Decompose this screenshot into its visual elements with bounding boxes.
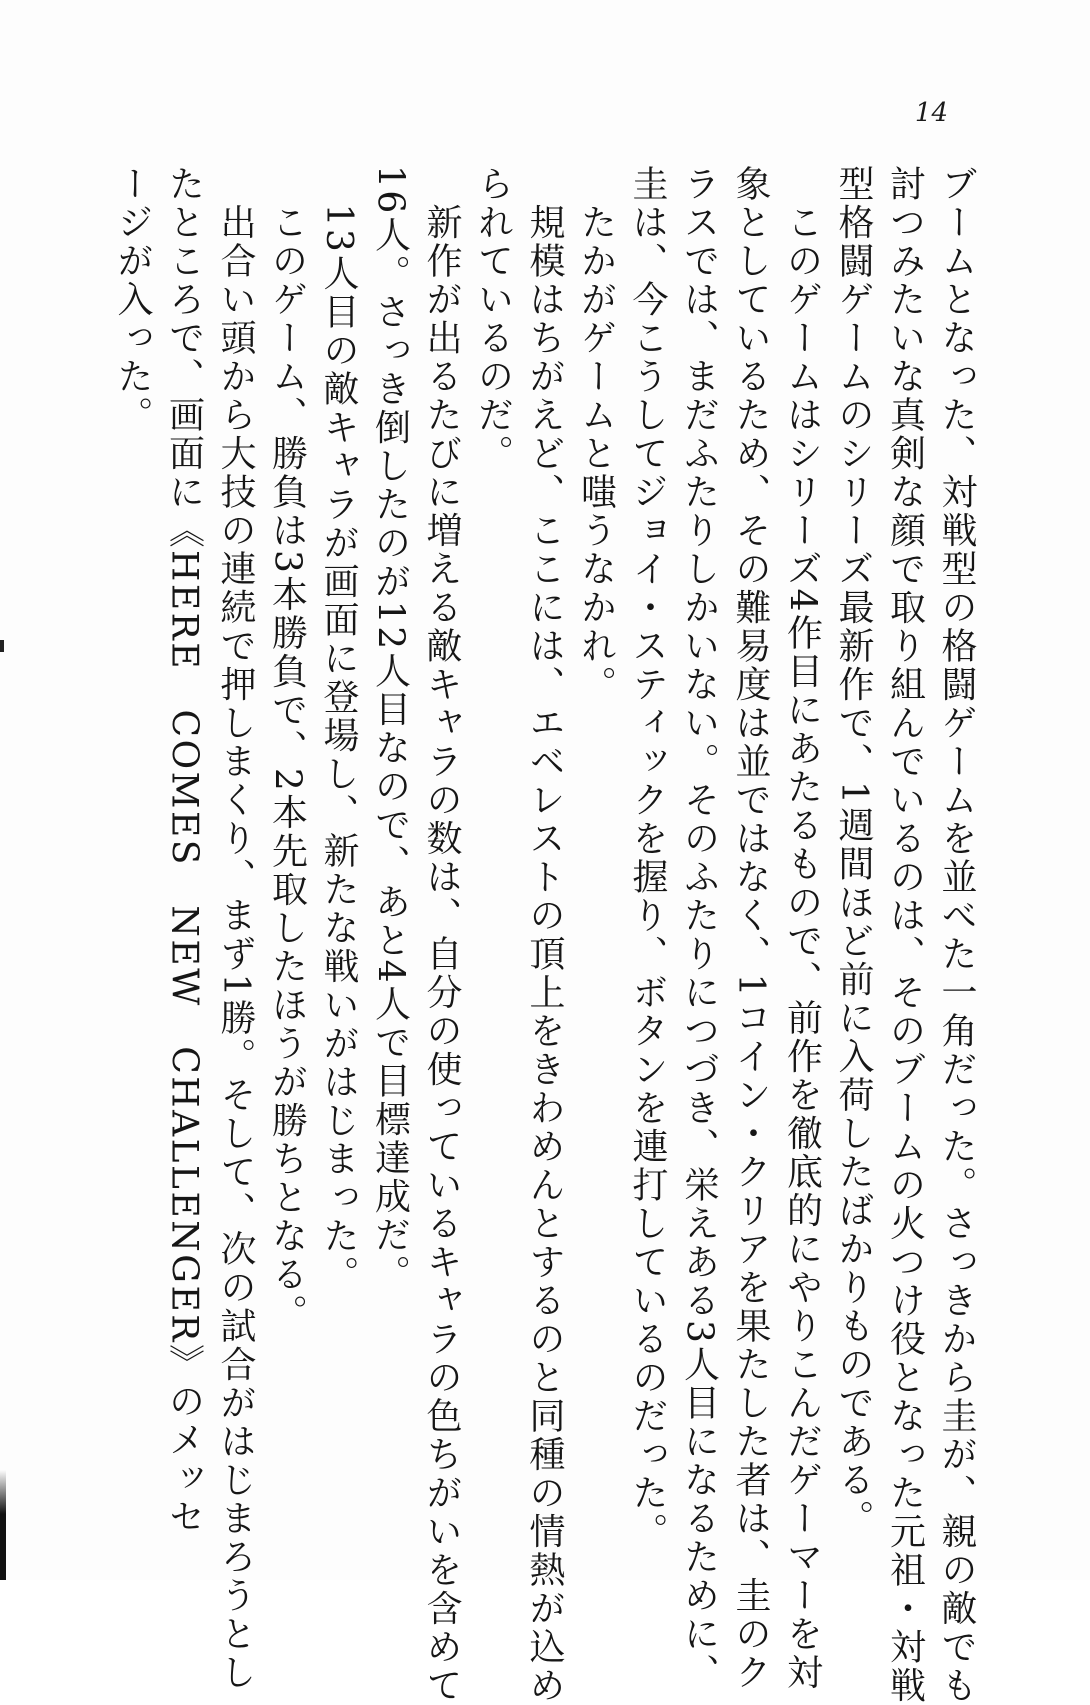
page-number: 14 — [914, 98, 948, 128]
text-line: ラスでは、まだふたりしかいない。そのふたりにつづき、栄えある3人目になるために、 — [678, 165, 720, 1692]
text-line: 規模はちがえど、ここには、エベレストの頂上をきわめんとするのと同種の情熱が込め — [524, 203, 565, 1705]
text-line: ージが入った。 — [112, 165, 153, 435]
text-line: このゲームはシリーズ4作目にあたるもので、前作を徹底的にやりこんだゲーマーを対 — [781, 203, 823, 1692]
text-line: 討つみたいな真剣な顔で取り組んでいるのは、そのブームの火つけ役となった元祖・対戦 — [884, 165, 926, 1705]
text-line: 象としているため、その難易度は並ではなく、1コイン・クリアを果たした者は、圭のク — [730, 165, 771, 1692]
text-line: たかがゲームと嗤うなかれ。 — [575, 203, 617, 704]
text-line: 圭は、今こうしてジョイ・スティックを握り、ボタンを連打しているのだった。 — [627, 165, 668, 1551]
text-line: 13人目の敵キャラが画面に登場し、新たな戦いがはじまった。 — [318, 203, 359, 1294]
text-line: たところで、画面に《HERE COMES NEW CHALLENGER》のメッセ — [163, 165, 205, 1537]
scan-edge-shadow — [0, 1470, 6, 1580]
text-line: 型格闘ゲームのシリーズ最新作で、1週間ほど前に入荷したばかりものである。 — [833, 165, 874, 1538]
text-line: 出合い頭から大技の連続で押しまくり、まず1勝。そして、次の試合がはじまろうとし — [215, 203, 256, 1692]
text-line: ブームとなった、対戦型の格闘ゲームを並べた一角だった。さっきから圭が、親の敵でも — [936, 165, 977, 1705]
text-line: 新作が出るたびに増える敵キャラの数は、自分の使っているキャラの色ちがいを含めて — [421, 203, 462, 1705]
text-line: 16人。さっき倒したのが12人目なので、あと4人で目標達成だ。 — [369, 165, 411, 1294]
text-line: このゲーム、勝負は3本勝負で、2本先取したほうが勝ちとなる。 — [266, 203, 308, 1333]
text-line: られているのだ。 — [472, 165, 514, 473]
scan-artifact-mark — [0, 640, 4, 652]
vertical-text-block — [107, 165, 983, 1705]
